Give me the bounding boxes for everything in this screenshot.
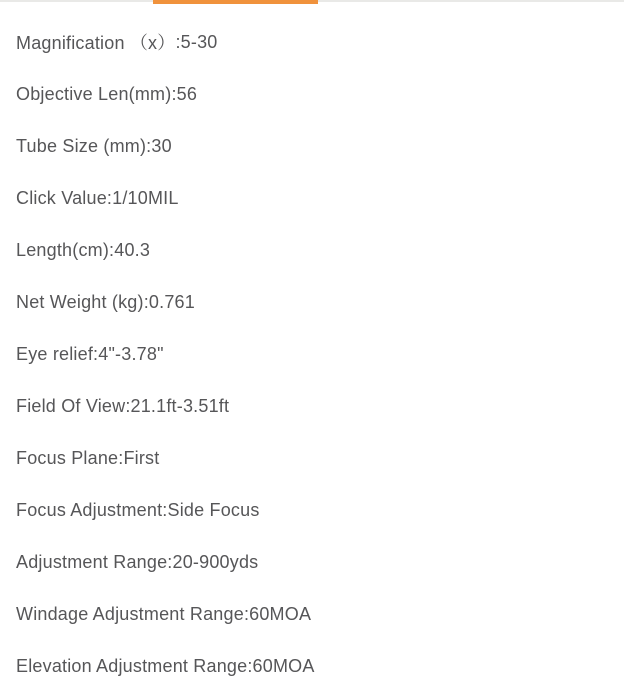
spec-label: Eye relief: [16, 343, 94, 364]
spec-label: Click Value: [16, 187, 107, 208]
spec-separator: :: [93, 343, 99, 364]
spec-value: 20-900yds: [172, 551, 259, 572]
spec-value: First: [123, 447, 160, 468]
spec-value: 40.3: [114, 239, 151, 260]
spec-row-tube-size: [0, 120, 624, 172]
spec-row-objective-len: [0, 68, 624, 120]
spec-separator: :: [243, 603, 250, 624]
spec-label: Field Of View: [16, 395, 126, 416]
spec-label: Elevation Adjustment Range: [16, 655, 248, 676]
spec-separator: :: [146, 135, 152, 156]
spec-row-field-of-view: [0, 380, 624, 432]
spec-value: 30: [151, 135, 172, 156]
product-spec-list: [0, 16, 624, 692]
spec-value: 21.1ft-3.51ft: [130, 395, 230, 416]
spec-separator: :: [171, 83, 177, 104]
spec-value: 0.761: [148, 291, 195, 312]
spec-separator: :: [167, 551, 173, 572]
spec-label: Adjustment Range: [16, 551, 168, 572]
spec-row-focus-plane: [0, 432, 624, 484]
spec-value: 60MOA: [249, 603, 312, 624]
spec-separator: :: [143, 291, 149, 312]
spec-separator: :: [106, 187, 113, 208]
spec-value: Side Focus: [167, 499, 260, 520]
spec-label: Length(cm): [16, 239, 110, 260]
spec-value: 60MOA: [252, 655, 315, 676]
spec-separator: :: [118, 447, 124, 468]
spec-row-elevation-adjustment-range: [0, 640, 624, 692]
spec-row-click-value: [0, 172, 624, 224]
spec-label: Net Weight (kg): [16, 291, 144, 312]
spec-value: 5-30: [180, 31, 218, 52]
spec-row-net-weight: [0, 276, 624, 328]
spec-label: Windage Adjustment Range: [16, 603, 244, 624]
tab-strip: [0, 0, 624, 4]
spec-separator: :: [109, 239, 115, 260]
spec-row-eye-relief: [0, 328, 624, 380]
spec-separator: :: [247, 655, 253, 676]
spec-label: Objective Len(mm): [16, 83, 172, 104]
spec-separator: :: [162, 499, 168, 520]
spec-value: 56: [176, 83, 198, 104]
spec-row-length: [0, 224, 624, 276]
spec-label: Focus Plane: [16, 447, 119, 468]
spec-value: 1/10MIL: [112, 187, 179, 208]
spec-label: Focus Adjustment: [16, 499, 163, 520]
spec-row-focus-adjustment: [0, 484, 624, 536]
spec-label: Magnification （x）: [16, 33, 176, 53]
active-tab-indicator[interactable]: [153, 0, 318, 4]
spec-row-adjustment-range: [0, 536, 624, 588]
spec-label: Tube Size (mm): [16, 135, 147, 156]
spec-separator: :: [125, 395, 131, 416]
spec-separator: :: [175, 31, 181, 52]
spec-value: 4"-3.78": [98, 343, 164, 364]
spec-row-windage-adjustment-range: [0, 588, 624, 640]
spec-row-magnification: [0, 16, 624, 68]
